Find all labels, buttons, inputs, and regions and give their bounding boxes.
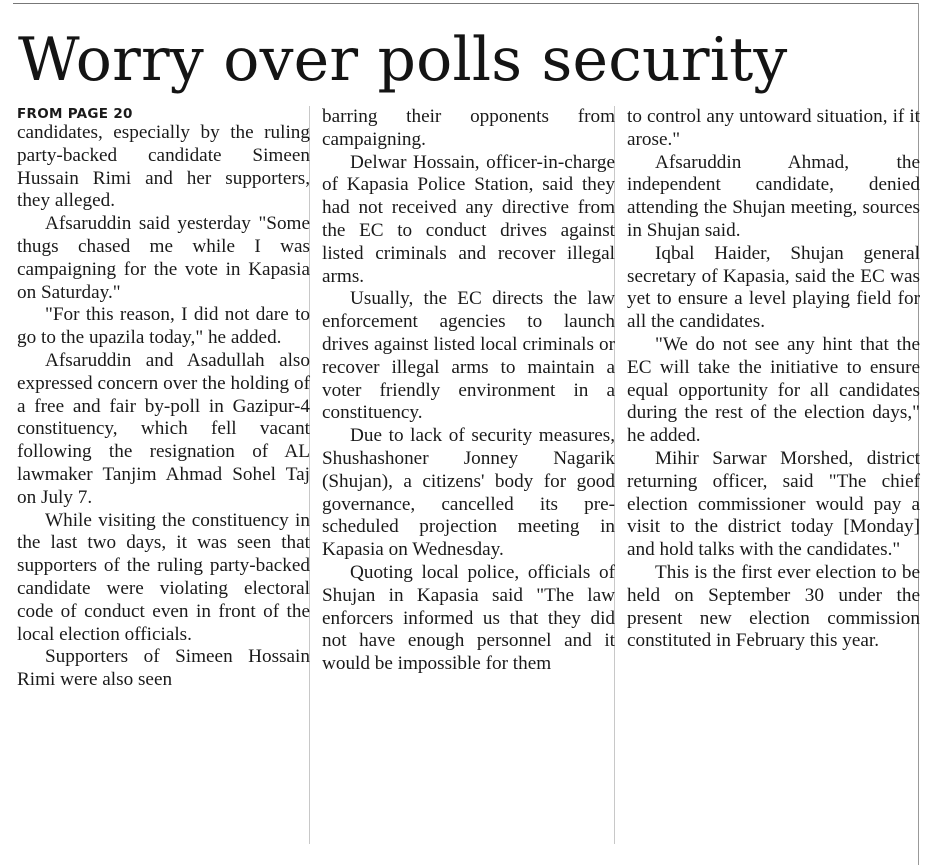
article-column-1: [17, 106, 310, 692]
paragraph: Delwar Hossain, officer-in-charge of Kapasia Police Station, said they had not received any directive from the EC to conduct drives against listed criminals and recover illegal arms.: [322, 151, 615, 287]
paragraph: This is the first ever election to be held on September 30 under the present new election commission constituted in February this year.: [627, 561, 920, 652]
paragraph: "We do not see any hint that the EC will take the initiative to ensure equal opportunity for all candidates during the rest of the election days," he added.: [627, 333, 920, 447]
paragraph: Afsaruddin and Asadullah also expressed concern over the holding of a free and fair by-poll in Gazipur-4 constituency, which fell vacant following the resignation of AL lawmaker Tanjim Ahmad Sohel Taj on July 7.: [17, 349, 310, 508]
headline: Worry over polls security: [18, 25, 788, 95]
article-column-3: [627, 106, 920, 653]
paragraph: Afsaruddin Ahmad, the independent candidate, denied attending the Shujan meeting, sources in Shujan said.: [627, 151, 920, 241]
kicker: FROM PAGE 20: [17, 106, 133, 122]
paragraph: Quoting local police, officials of Shujan in Kapasia said "The law enforcers informed us that they did not have enough personnel and it would be impossible for them: [322, 561, 615, 675]
article-column-2: [322, 106, 615, 676]
paragraph: Supporters of Simeen Hossain Rimi were also seen: [17, 646, 310, 691]
paragraph: Mihir Sarwar Morshed, district returning officer, said "The chief election commissioner would pay a visit to the district today [Monday] and hold talks with the candidates.": [627, 447, 920, 561]
paragraph: Afsaruddin said yesterday "Some thugs chased me while I was campaigning for the vote in Kapasia on Saturday.": [17, 213, 310, 303]
paragraph: barring their opponents from campaigning.: [322, 106, 615, 150]
paragraph: to control any untoward situation, if it arose.": [627, 106, 920, 150]
paragraph: While visiting the constituency in the last two days, it was seen that supporters of the ruling party-backed candidate were violating electoral code of conduct even in front of the local election officials.: [17, 509, 310, 645]
top-rule: [13, 3, 918, 4]
paragraph: Usually, the EC directs the law enforcement agencies to launch drives against listed local criminals or recover illegal arms to maintain a voter friendly environment in a constituency.: [322, 288, 615, 424]
paragraph: candidates, especially by the ruling party-backed candidate Simeen Hussain Rimi and her supporters, they alleged.: [17, 122, 310, 212]
paragraph: Iqbal Haider, Shujan general secretary of Kapasia, said the EC was yet to ensure a level playing field for all the candidates.: [627, 242, 920, 333]
paragraph: Due to lack of security measures, Shushashoner Jonney Nagarik (Shujan), a citizens' body for good governance, cancelled its pre-scheduled projection meeting in Kapasia on Wednesday.: [322, 425, 615, 561]
paragraph: "For this reason, I did not dare to go to the upazila today," he added.: [17, 304, 310, 349]
